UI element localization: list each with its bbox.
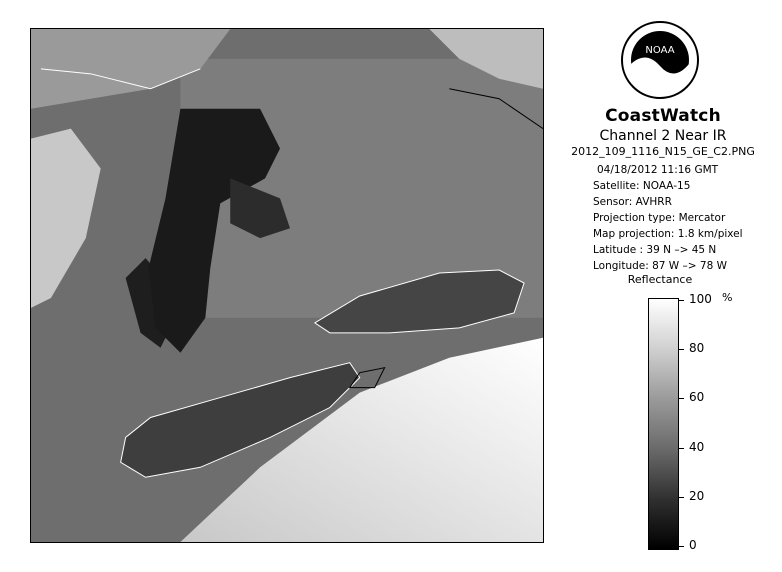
scale-unit: % xyxy=(722,291,733,304)
tick-label-80: 80 xyxy=(689,341,705,355)
brand-title: CoastWatch xyxy=(605,106,721,126)
colorbar-tick xyxy=(678,398,684,399)
satellite-image xyxy=(30,28,544,543)
channel-title: Channel 2 Near IR xyxy=(599,128,727,144)
tick-label-20: 20 xyxy=(689,489,705,503)
longitude: Longitude: 87 W –> 78 W xyxy=(593,260,727,272)
projection-type: Projection type: Mercator xyxy=(593,212,726,224)
tick-label-100: 100 xyxy=(689,292,712,306)
colorbar xyxy=(648,298,679,550)
colorbar-tick xyxy=(678,349,684,350)
filename: 2012_109_1116_N15_GE_C2.PNG xyxy=(571,145,755,158)
sensor: Sensor: AVHRR xyxy=(593,196,672,208)
datetime: 04/18/2012 11:16 GMT xyxy=(597,164,719,176)
colorbar-tick xyxy=(678,448,684,449)
latitude: Latitude : 39 N –> 45 N xyxy=(593,244,717,256)
satellite: Satellite: NOAA-15 xyxy=(593,180,691,192)
map-projection: Map projection: 1.8 km/pixel xyxy=(593,228,743,240)
tick-label-60: 60 xyxy=(689,390,705,404)
logo-text: NOAA xyxy=(645,45,675,56)
colorbar-tick xyxy=(678,546,684,547)
tick-label-40: 40 xyxy=(689,440,705,454)
colorbar-tick xyxy=(678,300,684,301)
noaa-logo-icon xyxy=(620,20,700,100)
colorbar-tick xyxy=(678,497,684,498)
scale-label: Reflectance xyxy=(627,273,693,286)
tick-label-0: 0 xyxy=(689,538,697,552)
